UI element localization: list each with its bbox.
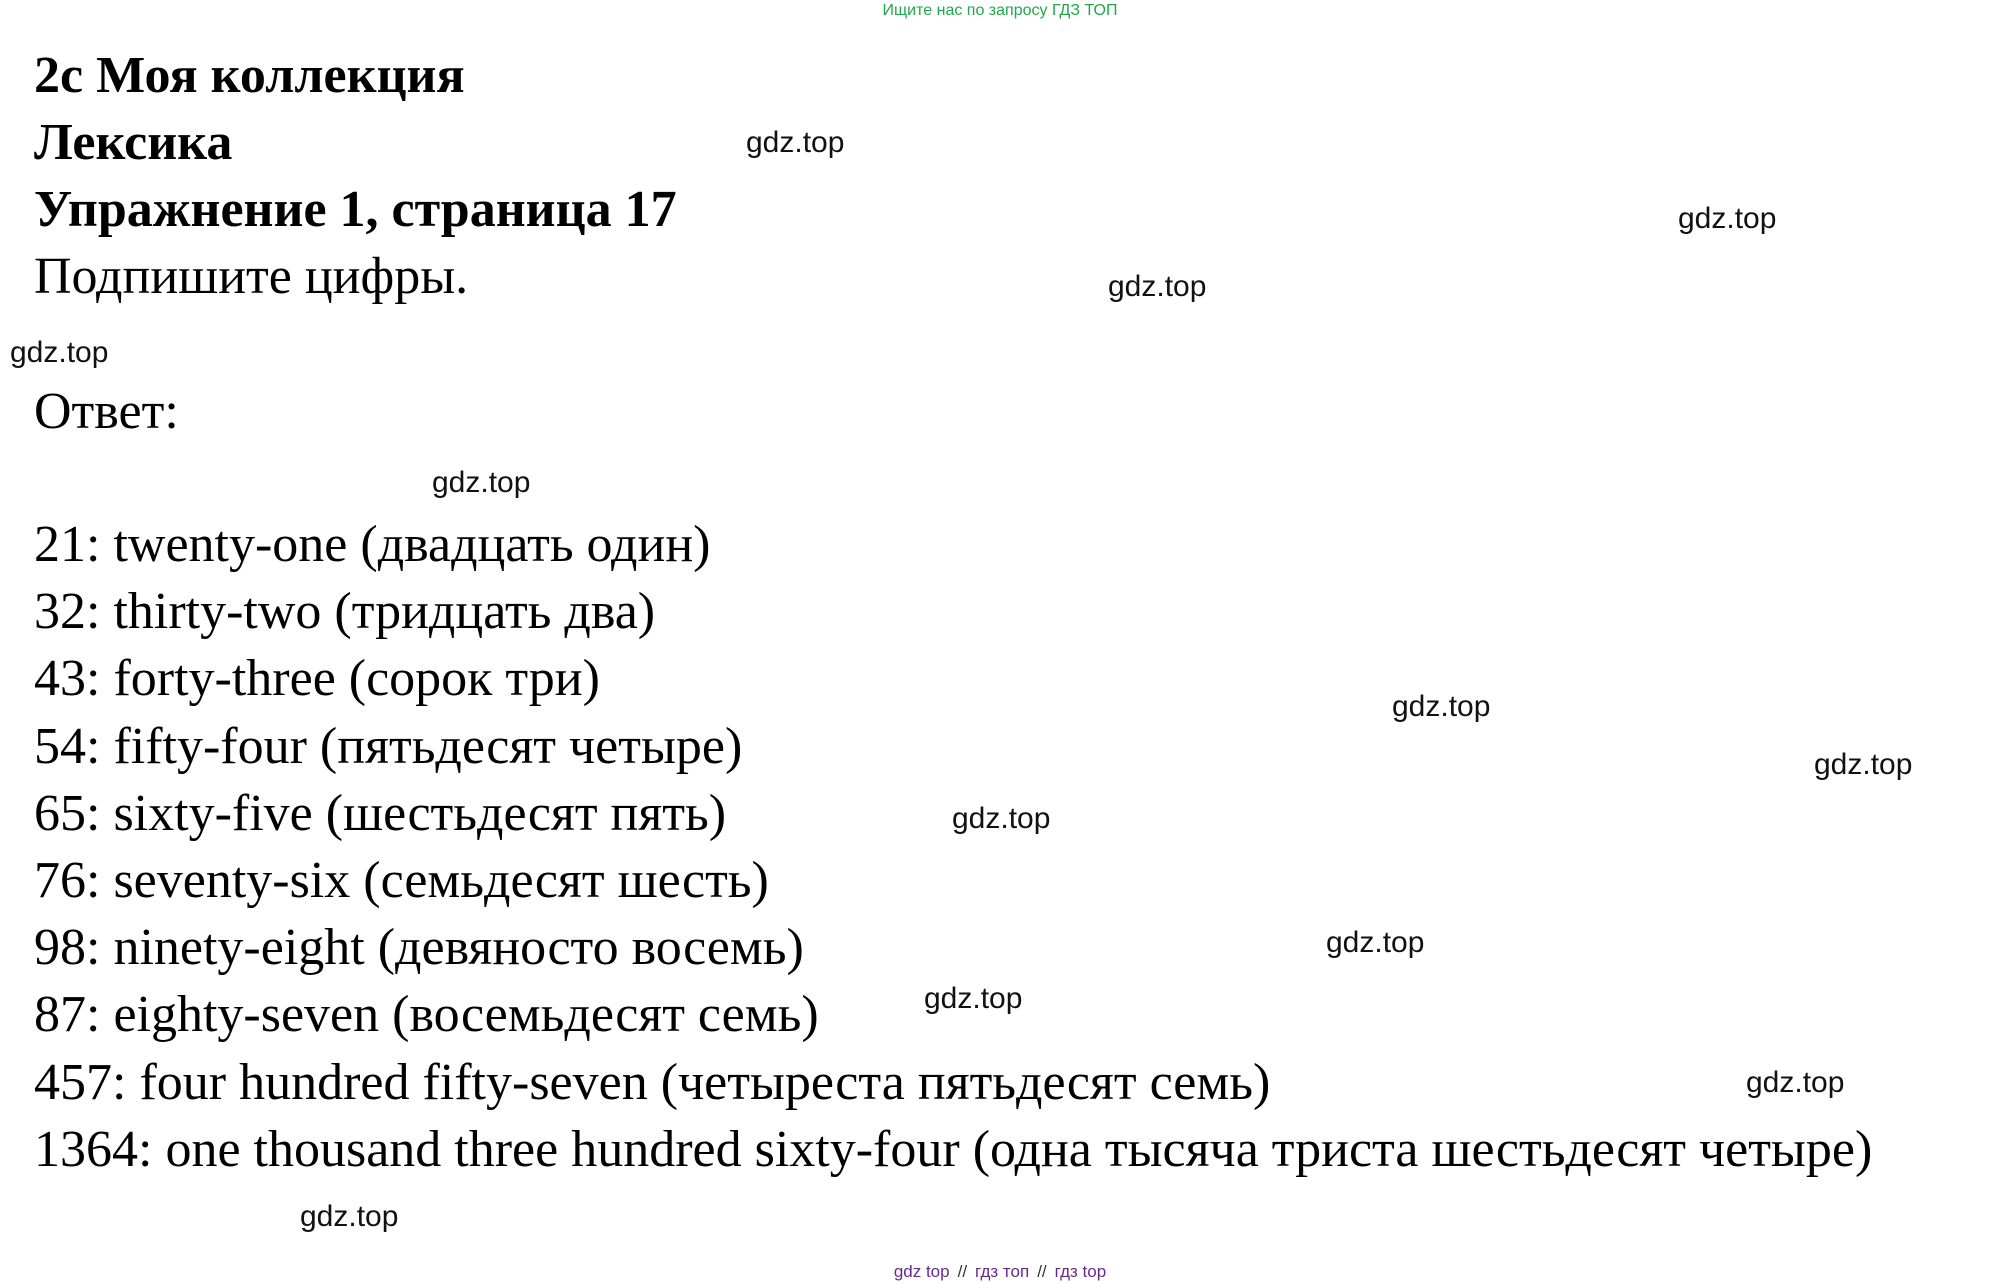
watermark: gdz.top	[1746, 1066, 1845, 1099]
watermark: gdz.top	[746, 126, 845, 159]
footer-separator: //	[1037, 1262, 1047, 1281]
watermark: gdz.top	[1326, 926, 1425, 959]
watermark: gdz.top	[432, 466, 531, 499]
answer-line: 54: fifty-four (пятьдесят четыре)	[34, 717, 743, 775]
watermark: gdz.top	[952, 802, 1051, 835]
answer-list	[34, 511, 1990, 1183]
watermark: gdz.top	[1678, 202, 1777, 235]
answer-line: 87: eighty-seven (восемьдесят семь)	[34, 986, 819, 1044]
watermark: gdz.top	[924, 982, 1023, 1015]
watermark: gdz.top	[1108, 270, 1207, 303]
watermark: gdz.top	[1814, 748, 1913, 781]
footer-link[interactable]: gdz top	[893, 1262, 950, 1281]
answer-line: 65: sixty-five (шестьдесят пять)	[34, 784, 727, 842]
answer-label: Ответ:	[34, 383, 179, 440]
answer-line: 457: four hundred fifty-seven (четыреста пятьдесят семь)	[34, 1053, 1271, 1111]
top-banner: Ищите нас по запросу ГДЗ ТОП	[882, 2, 1118, 19]
answer-line: 21: twenty-one (двадцать один)	[34, 516, 711, 573]
footer	[0, 1262, 2000, 1282]
section-title: 2с Моя коллекция	[34, 47, 465, 104]
answer-line: 76: seventy-six (семьдесят шесть)	[34, 852, 769, 910]
answer-line: 98: ninety-eight (девяносто восемь)	[34, 919, 804, 977]
answer-line: 32: thirty-two (тридцать два)	[34, 583, 656, 641]
footer-separator: //	[957, 1262, 968, 1281]
topic-title: Лексика	[34, 114, 233, 171]
footer-link[interactable]: гдз топ	[975, 1262, 1030, 1281]
watermark: gdz.top	[10, 336, 109, 369]
task-text: Подпишите цифры.	[34, 248, 469, 305]
answer-line: 43: forty-three (сорок три)	[34, 650, 600, 708]
answer-line: 1364: one thousand three hundred sixty-four (одна тысяча триста шестьдесят четыре)	[34, 1120, 1873, 1178]
footer-link[interactable]: гдз top	[1054, 1262, 1107, 1281]
exercise-title: Упражнение 1, страница 17	[34, 181, 677, 238]
watermark: gdz.top	[300, 1200, 399, 1233]
watermark: gdz.top	[1392, 690, 1491, 723]
